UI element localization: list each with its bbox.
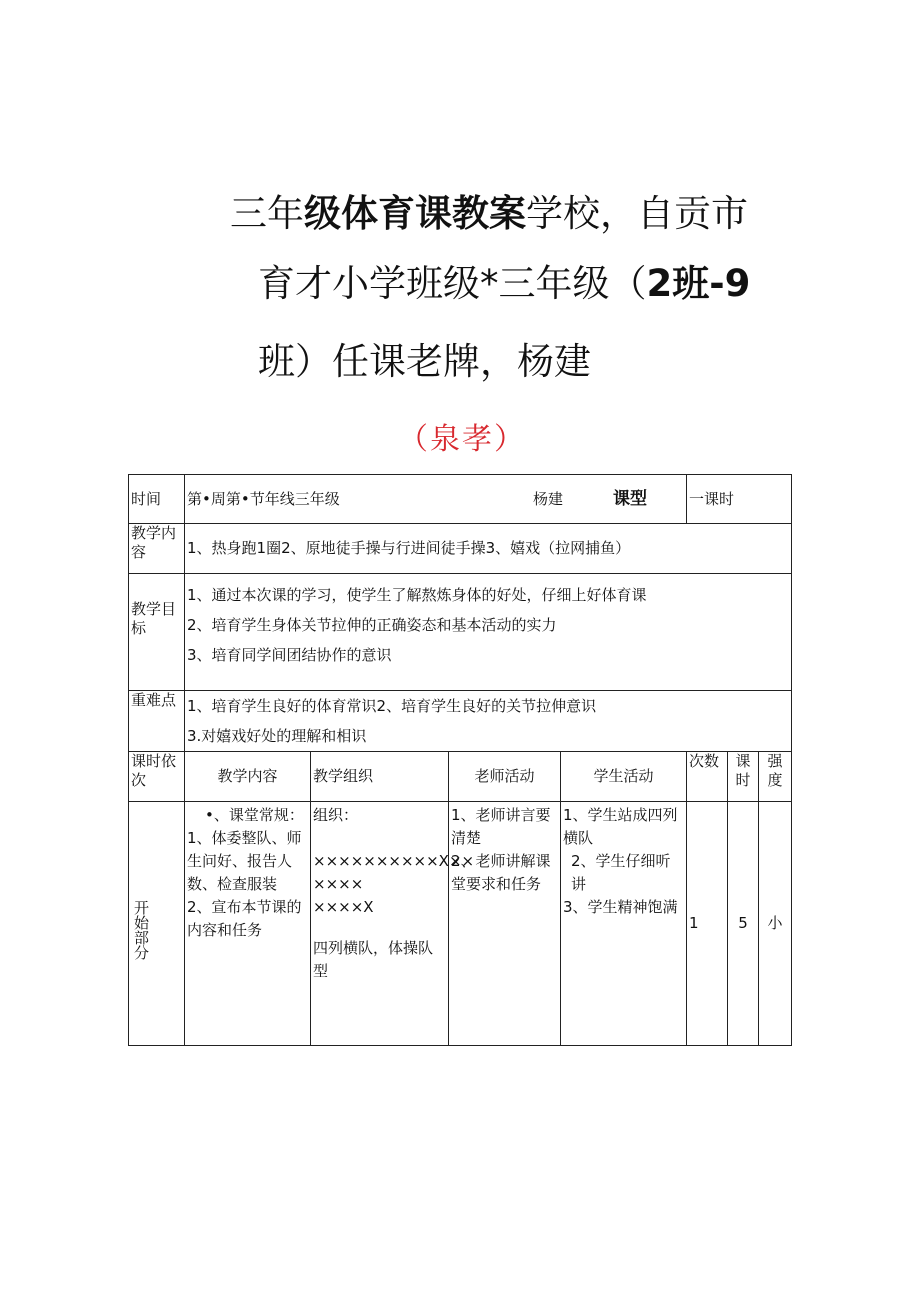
title-line-2 [258, 262, 750, 306]
time-label: 时间 [129, 475, 185, 524]
header-teacher: 老师活动 [449, 752, 561, 802]
key-item: 3.对嬉戏好处的理解和相识 [187, 727, 367, 745]
row-time [129, 475, 792, 524]
header-student: 学生活动 [561, 752, 687, 802]
time-value: 第•周第•节年线三年级 [187, 489, 340, 508]
org-line: ×××× [313, 875, 364, 893]
org-line: ××××××××××X×× [313, 852, 475, 870]
key-item: 1、培育学生良好的体育常识2、培育学生良好的关节拉伸意识 [187, 697, 597, 715]
row-goals [129, 574, 792, 691]
teacher-name: 杨建 [533, 490, 564, 508]
header-content: 教学内容 [185, 752, 311, 802]
subtitle: （泉孝） [398, 422, 526, 457]
title-line-1c: 学校，自贡市 [526, 192, 748, 235]
start-intensity: 小 [759, 802, 792, 1046]
student-line: 1、学生站成四列横队 [563, 806, 678, 847]
header-organization: 教学组织 [311, 752, 449, 802]
title-line-1b: 级体育课教案 [304, 192, 526, 235]
teacher-line: 2、老师讲解课堂要求和任务 [451, 852, 551, 893]
start-content-cell [185, 802, 311, 1046]
title-line-1a: 三年 [230, 192, 304, 235]
key-cell [185, 691, 792, 752]
start-student-cell [561, 802, 687, 1046]
header-minutes: 课时 [728, 752, 759, 802]
content-label: 教学内容 [129, 524, 185, 574]
content-line: 2、宣布本节课的内容和任务 [187, 898, 302, 939]
goal-item: 2、培育学生身体关节拉伸的正确姿态和基本活动的实力 [187, 616, 557, 634]
student-line: 3、学生精神饱满 [563, 898, 678, 916]
lesson-plan-table [128, 474, 792, 1046]
start-section-label-cell [129, 802, 185, 1046]
goals-cell [185, 574, 792, 691]
key-label: 重难点 [129, 691, 185, 752]
content-line: •、课堂常规： [205, 806, 304, 824]
start-organization-cell [311, 802, 475, 1046]
start-minutes: 5 [728, 802, 759, 1046]
student-line: 2、学生仔细听讲 [571, 852, 671, 893]
lesson-type-value: 一课时 [687, 475, 792, 524]
time-value-cell [185, 475, 687, 524]
header-time-order: 课时依次 [129, 752, 185, 802]
goal-item: 1、通过本次课的学习，使学生了解熬炼身体的好处，仔细上好体育课 [187, 586, 647, 604]
start-count: 1 [687, 802, 728, 1046]
row-start-section [129, 802, 792, 1046]
goals-label: 教学目标 [129, 574, 185, 691]
header-intensity: 强度 [759, 752, 792, 802]
title-line-2a: 育才小学班级*三年级（ [258, 262, 647, 305]
start-teacher-cell [449, 802, 561, 1046]
content-line: 1、体委整队、师生问好、报告人数、检查服装 [187, 829, 302, 893]
title-line-1 [230, 192, 748, 236]
title-line-3: 班）任课老牌，杨建 [258, 340, 591, 383]
row-key-points [129, 691, 792, 752]
lesson-type-label: 课型 [613, 489, 647, 509]
teacher-line: 1、老师讲言要清楚 [451, 806, 551, 847]
row-content [129, 524, 792, 574]
content-value: 1、热身跑1圈2、原地徒手操与行进间徒手操3、嬉戏（拉网捕鱼） [185, 524, 792, 574]
org-line: ××××X [313, 898, 374, 916]
row-headers [129, 752, 792, 802]
header-count: 次数 [687, 752, 728, 802]
start-section-label: 开始部分 [132, 900, 150, 960]
org-line: 四列横队，体操队型 [313, 939, 434, 980]
title-line-2b: 2班-9 [646, 262, 751, 305]
goal-item: 3、培育同学间团结协作的意识 [187, 646, 392, 664]
org-line: 组织： [313, 806, 359, 824]
